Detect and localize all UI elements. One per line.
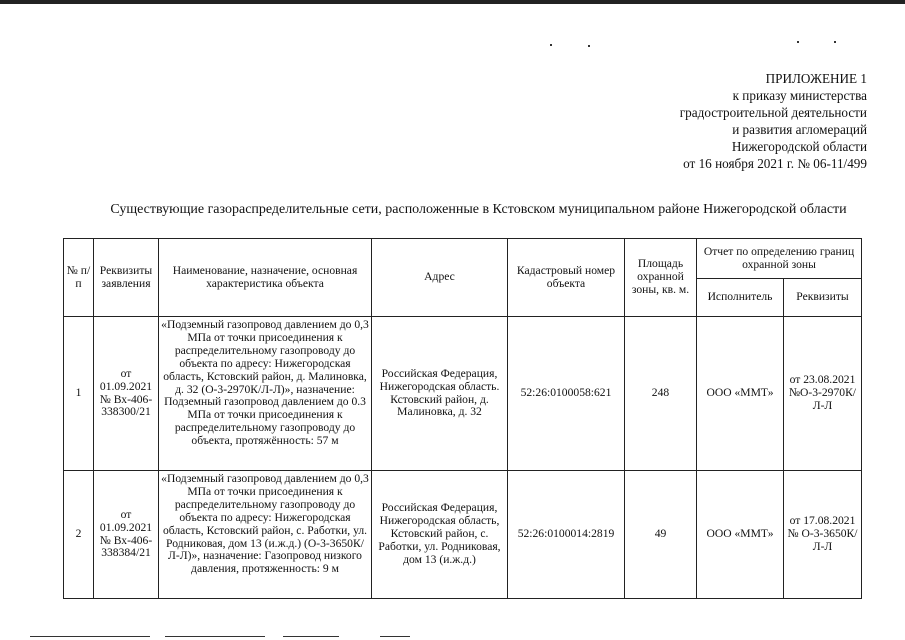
cell-num: 2 [64, 471, 94, 599]
appendix-line: и развития агломераций [732, 122, 867, 137]
scan-bottom-artifact [380, 636, 410, 637]
cell-area: 248 [625, 317, 697, 471]
header-executor: Исполнитель [697, 279, 784, 317]
cell-name: «Подземный газопровод давлением до 0,3 МПа от точки присоединения к распределительному газопроводу до объекта по адресу: Нижегородская область, Кстовский район, с. Работки, ул. Родниковая, дом 13 (и.ж.д.) (О-3-3650К/Л-Л)», назначение: Газопровод низкого давления, протяженность: 9 м [159, 471, 372, 599]
document-title: Существующие газораспределительные сети, расположенные в Кстовском муниципальном районе Нижегородской области [110, 202, 847, 217]
cell-executor: ООО «ММТ» [697, 317, 784, 471]
scan-speck [588, 45, 590, 47]
table-row [64, 471, 862, 599]
cell-num: 1 [64, 317, 94, 471]
appendix-line: ПРИЛОЖЕНИЕ 1 [765, 71, 867, 86]
appendix-line: от 16 ноября 2021 г. № 06-11/499 [683, 156, 867, 171]
gas-network-table [63, 238, 862, 599]
scan-speck [550, 44, 552, 46]
appendix-header [680, 70, 867, 172]
cell-area: 49 [625, 471, 697, 599]
cell-details: от 23.08.2021 №О-3-2970К/Л-Л [784, 317, 862, 471]
cell-executor: ООО «ММТ» [697, 471, 784, 599]
header-num: № п/п [64, 239, 94, 317]
header-application: Реквизиты заявления [94, 239, 159, 317]
scan-bottom-artifact [283, 636, 339, 637]
appendix-line: Нижегородской области [731, 139, 867, 154]
header-report: Отчет по определению границ охранной зоны [697, 239, 862, 279]
header-area: Площадь охранной зоны, кв. м. [625, 239, 697, 317]
cell-application: от 01.09.2021 № Вх-406-338384/21 [94, 471, 159, 599]
header-cadastral: Кадастровый номер объекта [508, 239, 625, 317]
header-name: Наименование, назначение, основная характеристика объекта [159, 239, 372, 317]
scan-speck [797, 41, 799, 43]
scan-speck [834, 41, 836, 43]
cell-address: Российская Федерация, Нижегородская область. Кстовский район, д. Малиновка, д. 32 [372, 317, 508, 471]
cell-cadastral: 52:26:0100058:621 [508, 317, 625, 471]
cell-details: от 17.08.2021 № О-3-3650К/Л-Л [784, 471, 862, 599]
appendix-line: градостроительной деятельности [679, 105, 867, 120]
cell-cadastral: 52:26:0100014:2819 [508, 471, 625, 599]
table-row [64, 317, 862, 471]
cell-address: Российская Федерация, Нижегородская область, Кстовский район, с. Работки, ул. Родниковая, дом 13 (и.ж.д.) [372, 471, 508, 599]
cell-name: «Подземный газопровод давлением до 0,3 МПа от точки присоединения к распределительному газопроводу до объекта по адресу: Нижегородская область, Кстовский район, д. Малиновка, д. 32 (О-3-2970К/Л-Л)», назначение: Подземный газопровод давлением до 0.3 МПа от точки присоединения к распределительному газопроводу до объекта, протяжённость: 57 м [159, 317, 372, 471]
scan-top-edge [0, 0, 905, 4]
scan-bottom-artifact [165, 636, 265, 637]
header-details: Реквизиты [784, 279, 862, 317]
cell-application: от 01.09.2021 № Вх-406-338300/21 [94, 317, 159, 471]
scan-bottom-artifact [30, 636, 150, 637]
appendix-line: к приказу министерства [732, 88, 867, 103]
header-address: Адрес [372, 239, 508, 317]
